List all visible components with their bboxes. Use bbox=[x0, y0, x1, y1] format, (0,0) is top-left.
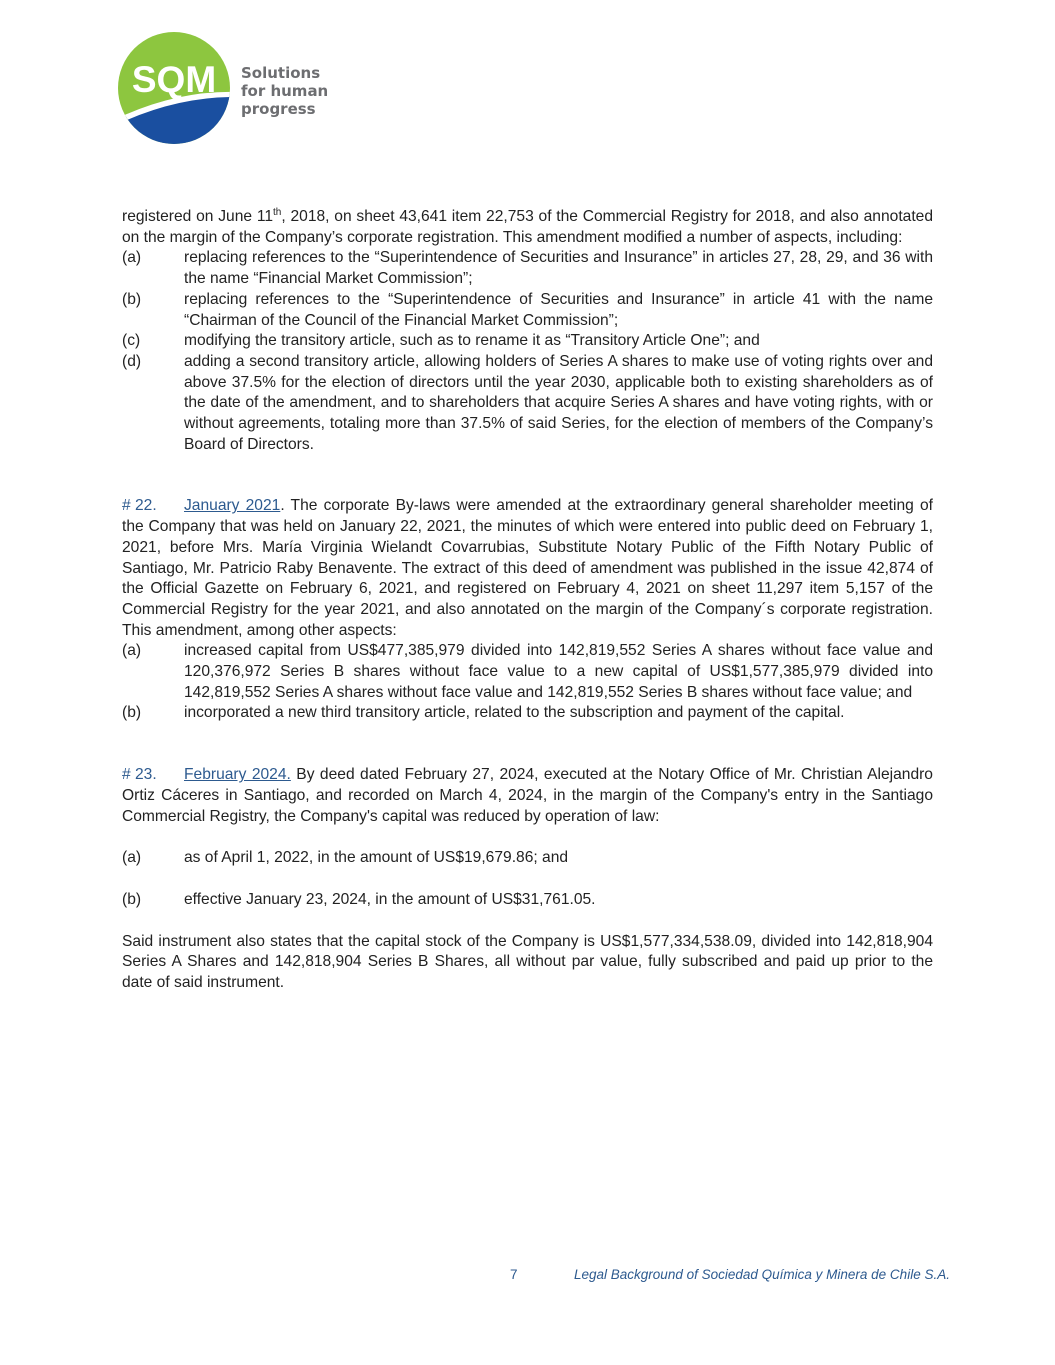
section-23-item-b: (b) effective January 23, 2024, in the amount of US$31,761.05. bbox=[122, 890, 596, 908]
section-23-item-a: (a) as of April 1, 2022, in the amount of US$19,679.86; and bbox=[122, 849, 569, 867]
section-22-item-b: (b) incorporated a new third transitory article, related to the subscription and payment of the capital. bbox=[122, 704, 845, 722]
tagline-line-3: progress bbox=[241, 100, 316, 118]
intro-paragraph: registered on June 11th, 2018, on sheet 43,641 item 22,753 of the Commercial Registry for 2018, and also annotated on the margin of the Company’s corporate registration. This amendment modified a number of aspects, including: bbox=[122, 206, 934, 246]
section-22-item-a: (a) increased capital from US$477,385,979 divided into 142,819,552 Series A shares without face value and 120,376,972 Series B shares without face value to a new capital of US$1,577,385,979 divided into 142,819,552 Series A shares without face value and 142,819,552 Series B shares without face value; and bbox=[122, 642, 933, 701]
section-23-closing: Said instrument also states that the capital stock of the Company is US$1,577,334,538.09, divided into 142,818,904 Series A Shares and 142,818,904 Series B Shares, all without par value, fully subscribed and paid up prior to the date of said instrument. bbox=[122, 932, 933, 992]
svg-text:SQM: SQM bbox=[131, 59, 217, 100]
document-body bbox=[122, 207, 933, 994]
tagline-line-2: for human bbox=[241, 82, 329, 100]
logo-tagline bbox=[241, 64, 328, 118]
intro-item-d: (d) adding a second transitory article, allowing holders of Series A shares to make use of voting rights over and above 37.5% for the election of directors until the year 2030, applicable both to existing shareholders as of the date of the amendment, and to shareholders that acquire Series A shares and have voting rights, with or without agreements, totaling more than 37.5% of said Series, for the election of members of the Company’s Board of Directors. bbox=[122, 352, 933, 453]
section-23-date-link[interactable]: February 2024. bbox=[184, 766, 291, 784]
footer-title: Legal Background of Sociedad Química y Minera de Chile S.A. bbox=[574, 1267, 950, 1282]
section-22-paragraph: # 22. January 2021. The corporate By-laws were amended at the extraordinary general shareholder meeting of the Company that was held on January 22, 2021, the minutes of which were entered into public deed on February 1, 2021, before Mrs. María Virginia Wielandt Covarrubias, Substitute Notary Public of the Fifth Notary Public of Santiago, Mr. Patricio Raby Benavente. The extract of this deed of amendment was published in the issue 42,874 of the Official Gazette on February 6, 2021, and registered on February 4, 2021 on sheet 11,297 item 5,157 of the Commercial Registry for the year 2021, and also annotated on the margin of the Company´s corporate registration. This amendment, among other aspects: bbox=[122, 497, 933, 639]
page-number: 7 bbox=[510, 1267, 518, 1282]
intro-item-c: (c) modifying the transitory article, such as to rename it as “Transitory Article One”; and bbox=[122, 332, 760, 350]
intro-item-b: (b) replacing references to the “Superintendence of Securities and Insurance” in article 41 with the name “Chairman of the Council of the Financial Market Commission”; bbox=[122, 290, 933, 329]
sqm-logo-mark bbox=[118, 32, 238, 144]
tagline-line-1: Solutions bbox=[241, 64, 321, 82]
section-22-date-link[interactable]: January 2021 bbox=[184, 497, 281, 515]
intro-item-a: (a) replacing references to the “Superintendence of Securities and Insurance” in articles 27, 28, 29, and 36 with the name “Financial Market Commission”; bbox=[122, 249, 933, 288]
section-23-number: # 23. bbox=[122, 766, 157, 784]
section-23-paragraph: # 23. February 2024. By deed dated February 27, 2024, executed at the Notary Office of Mr. Christian Alejandro Ortiz Cáceres in Santiago, and recorded on March 4, 2024, in the margin of the Company's entry in the Santiago Commercial Registry, the Company's capital was reduced by operation of law: bbox=[122, 766, 933, 825]
section-22-number: # 22. bbox=[122, 497, 157, 515]
